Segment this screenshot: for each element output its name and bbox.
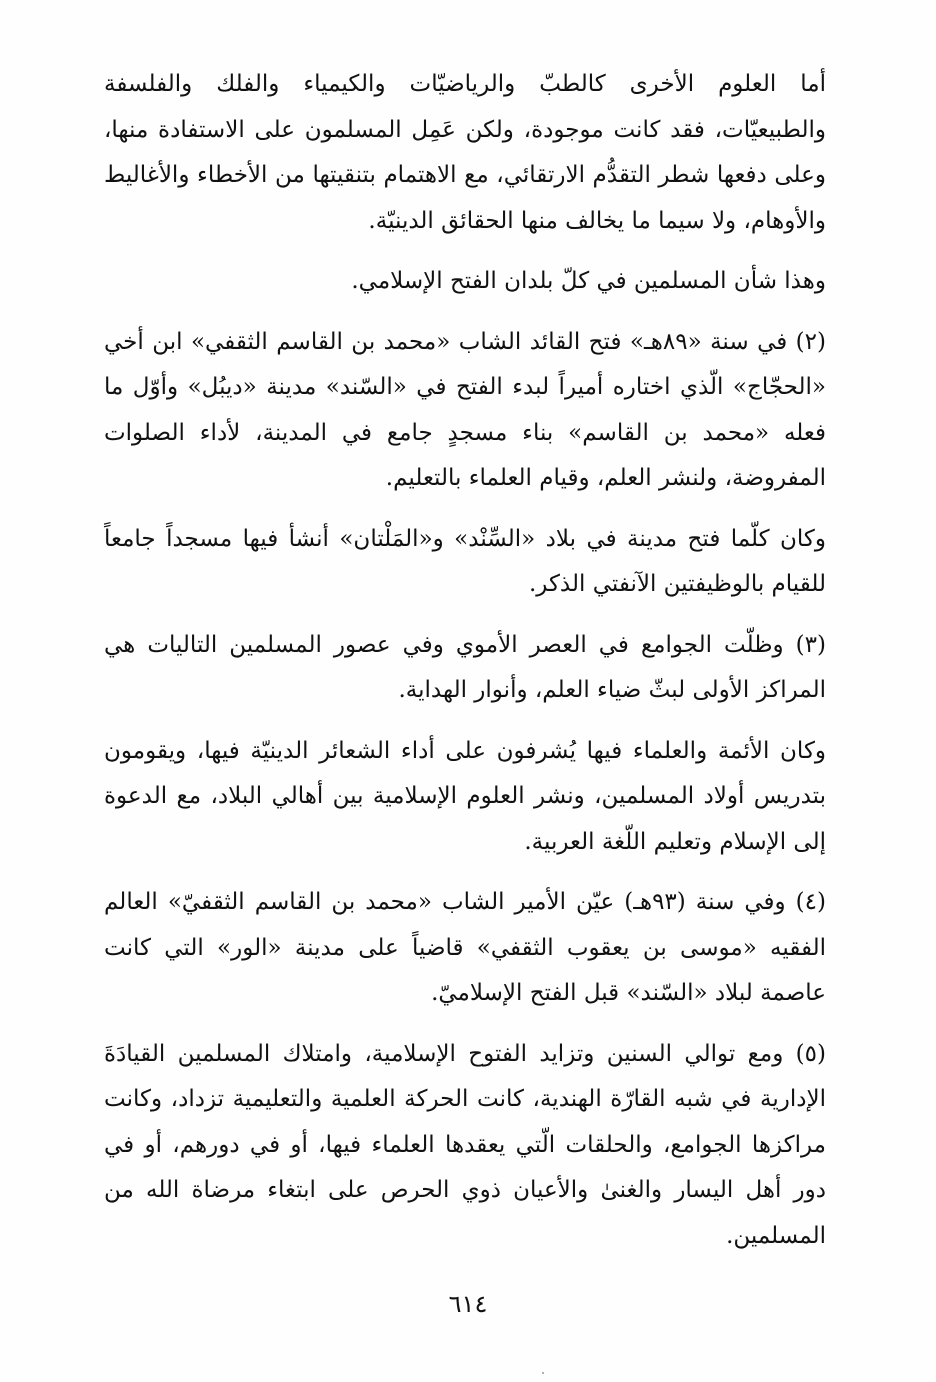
paragraph-2: وهذا شأن المسلمين في كلّ بلدان الفتح الإسلامي.: [351, 268, 826, 294]
paragraph-1: أما العلوم الأخرى كالطبّ والرياضيّات والكيمياء والفلك والفلسفة والطبيعيّات، فقد كانت موجودة، ولكن عَمِل المسلمون على الاستفادة منها، وعلى دفعها شطر التقدُّم الارتقائي، مع الاهتمام بتنقيتها من الأخطاء والأغاليط والأوهام، ولا سيما ما يخالف منها الحقائق الدينيّة.: [104, 71, 826, 234]
paragraph-8: (٥) ومع توالي السنين وتزايد الفتوح الإسلامية، وامتلاك المسلمين القيادَةَ الإدارية في شبه القارّة الهندية، كانت الحركة العلمية والتعليمية تزداد، وكانت مراكزها الجوامع، والحلقات الّتي يعقدها العلماء فيها، أو في دورهم، أو في دور أهل اليسار والغنىٰ والأعيان ذوي الحرص على ابتغاء مرضاة الله من المسلمين.: [104, 1040, 826, 1249]
paragraph-6: وكان الأئمة والعلماء فيها يُشرفون على أداء الشعائر الدينيّة فيها، ويقومون بتدريس أولاد المسلمين، ونشر العلوم الإسلامية بين أهالي البلاد، مع الدعوة إلى الإسلام وتعليم اللّغة العربية.: [104, 737, 826, 855]
paragraph-3: (٢) في سنة «٨٩هـ» فتح القائد الشاب «محمد بن القاسم الثقفي» ابن أخي «الحجّاج» الّذي اختاره أميراً لبدء الفتح في «السّند» مدينة «ديبُل» وأوّل ما فعله «محمد بن القاسم» بناء مسجدٍ جامع في المدينة، لأداء الصلوات المفروضة، ولنشر العلم، وقيام العلماء بالتعليم.: [104, 328, 826, 491]
paragraph-7: (٤) وفي سنة (٩٣هـ) عيّن الأمير الشاب «محمد بن القاسم الثقفيّ» العالم الفقيه «موسى بن يعقوب الثقفي» قاضياً على مدينة «الور» التي كانت عاصمة لبلاد «السّند» قبل الفتح الإسلاميّ.: [104, 889, 826, 1006]
paragraph-5: (٣) وظلّت الجوامع في العصر الأموي وفي عصور المسلمين التاليات هي المراكز الأولى لبثّ ضياء العلم، وأنوار الهداية.: [104, 631, 826, 703]
paragraph-4: وكان كلّما فتح مدينة في بلاد «السِّنْد» و«المَلْتان» أنشأ فيها مسجداً جامعاً للقيام بالوظيفتين الآنفتي الذكر.: [104, 525, 826, 597]
page-number: ٦١٤: [448, 1290, 488, 1318]
body-text: [104, 62, 826, 1274]
scan-speck: [542, 1372, 544, 1374]
